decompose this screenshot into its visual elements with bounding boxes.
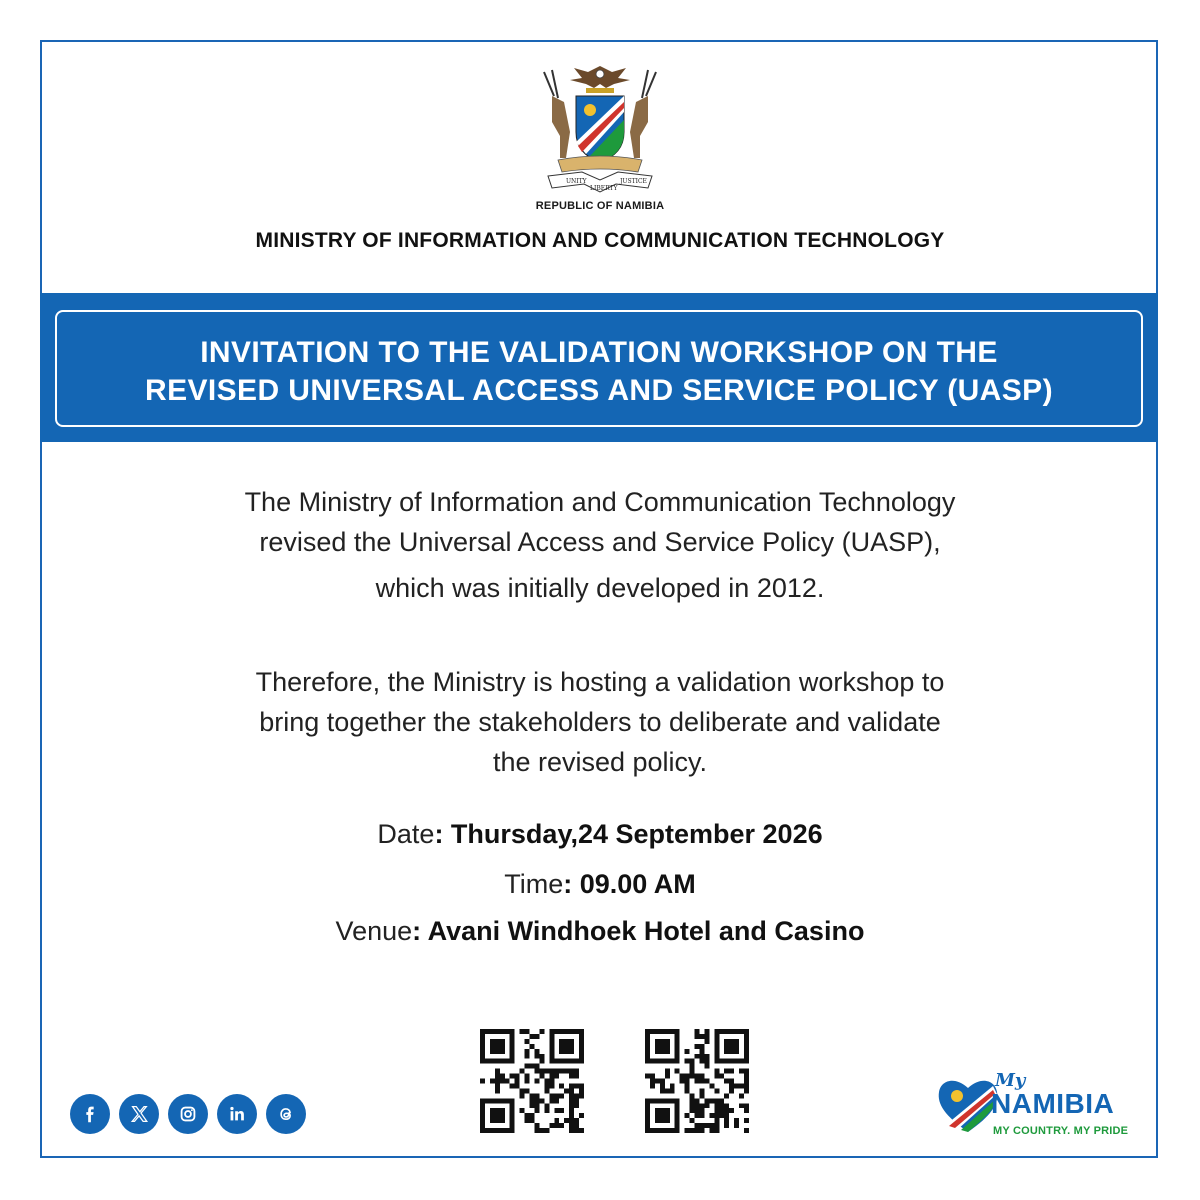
threads-icon[interactable] <box>266 1094 306 1134</box>
qr-code-2[interactable] <box>645 1029 749 1133</box>
event-date <box>0 819 1200 850</box>
x-icon[interactable] <box>119 1094 159 1134</box>
purpose-line-2: bring together the stakeholders to deliberate and validate <box>259 707 941 737</box>
svg-text:JUSTICE: JUSTICE <box>620 178 647 185</box>
event-time <box>0 869 1200 900</box>
purpose-line-1: Therefore, the Ministry is hosting a validation workshop to <box>255 667 945 697</box>
banner-title-line-1: INVITATION TO THE VALIDATION WORKSHOP ON THE <box>200 336 998 369</box>
svg-text:UNITY: UNITY <box>566 178 587 185</box>
coat-of-arms-emblem <box>530 62 670 194</box>
social-links <box>70 1094 306 1134</box>
republic-label: REPUBLIC OF NAMIBIA <box>535 200 665 212</box>
intro-line-2: revised the Universal Access and Service Policy (UASP), <box>259 527 941 557</box>
brand-my: My <box>995 1070 1026 1091</box>
brand-name: NAMIBIA <box>991 1088 1115 1119</box>
banner-title-line-2: REVISED UNIVERSAL ACCESS AND SERVICE POLICY (UASP) <box>145 374 1053 407</box>
venue-label: Venue <box>335 916 413 946</box>
svg-text:LIBERTY: LIBERTY <box>590 185 618 192</box>
ministry-title: MINISTRY OF INFORMATION AND COMMUNICATION TECHNOLOGY <box>255 229 945 252</box>
my-namibia-logo <box>935 1072 1135 1144</box>
intro-line-3: which was initially developed in 2012. <box>375 573 825 603</box>
instagram-icon[interactable] <box>168 1094 208 1134</box>
venue-value: : Avani Windhoek Hotel and Casino <box>412 916 865 946</box>
linkedin-icon[interactable] <box>217 1094 257 1134</box>
purpose-paragraph <box>130 662 1070 782</box>
date-label: Date <box>377 819 435 849</box>
facebook-icon[interactable] <box>70 1094 110 1134</box>
brand-tagline: MY COUNTRY. MY PRIDE <box>993 1125 1129 1137</box>
qr-code-1[interactable] <box>480 1029 584 1133</box>
intro-paragraph <box>130 482 1070 608</box>
purpose-line-3: the revised policy. <box>492 747 708 777</box>
time-value: : 09.00 AM <box>563 869 696 899</box>
date-value: : Thursday,24 September 2026 <box>434 819 823 849</box>
event-venue <box>0 916 1200 947</box>
intro-line-1: The Ministry of Information and Communication Technology <box>244 487 956 517</box>
time-label: Time <box>504 869 564 899</box>
